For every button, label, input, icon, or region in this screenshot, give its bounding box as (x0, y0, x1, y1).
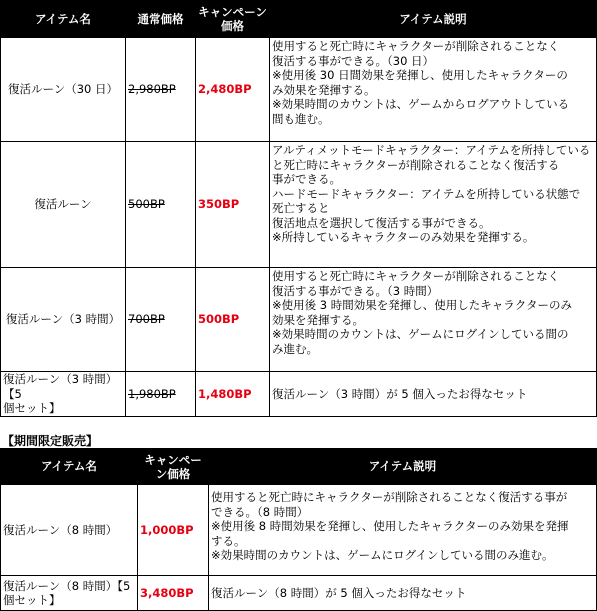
table-row (1, 268, 597, 372)
table-row (1, 142, 597, 268)
normal-price: 1,980BP (126, 372, 196, 417)
table-row (1, 485, 597, 576)
header-campaign-price: キャンペーン 価格 (196, 1, 270, 38)
campaign-price: 350BP (196, 142, 270, 268)
item-name: 復活ルーン（8 時間）【5 個セット】 (1, 576, 138, 611)
table-row (1, 576, 597, 611)
campaign-price: 3,480BP (138, 576, 209, 611)
item-description: 使用すると死亡時にキャラクターが削除されることなく 復活する事ができる。（30 日） ※使用後 30 日間効果を発揮し、使用したキャラクターの み効果を発揮する。 ※効果時間のカウントは、ゲームからログアウトしている 間も進む。 (270, 38, 597, 142)
table-row (1, 38, 597, 142)
item-description: 使用すると死亡時にキャラクターが削除されることなく復活する事が できる。（8 時間） ※使用後 8 時間効果を発揮し、使用したキャラクターのみ効果を発揮 する。 ※効果時間のカウントは、ゲームにログインしている間のみ進む。 (209, 485, 597, 576)
item-description: 復活ルーン（3 時間）が 5 個入ったお得なセット (270, 372, 597, 417)
item-name: 復活ルーン（8 時間） (1, 485, 138, 576)
section-heading: 【期間限定販売】 (2, 434, 99, 448)
header-item-name: アイテム名 (1, 449, 138, 485)
campaign-price: 1,000BP (138, 485, 209, 576)
header-description: アイテム説明 (209, 449, 597, 485)
header-campaign-price: キャンペー ン価格 (138, 449, 209, 485)
campaign-price: 2,480BP (196, 38, 270, 142)
header-item-name: アイテム名 (1, 1, 126, 38)
normal-price: 700BP (126, 268, 196, 372)
campaign-price: 500BP (196, 268, 270, 372)
item-name: 復活ルーン（30 日） (1, 38, 126, 142)
item-description: アルティメットモードキャラクター：アイテムを所持している と死亡時にキャラクターが削除されることなく復活する 事ができる。 ハードモードキャラクター：アイテムを所持している状態で 死亡すると 復活地点を選択して復活する事ができる。 ※所持しているキャラクターのみ効果を発揮する。 (270, 142, 597, 268)
limited-sale-table (0, 448, 597, 611)
item-description: 復活ルーン（8 時間）が 5 個入ったお得なセット (209, 576, 597, 611)
header-description: アイテム説明 (270, 1, 597, 38)
item-description: 使用すると死亡時にキャラクターが削除されることなく 復活する事ができる。（3 時間） ※使用後 3 時間効果を発揮し、使用したキャラクターのみ 効果を発揮する。 ※効果時間のカウントは、ゲームにログインしている間の み進む。 (270, 268, 597, 372)
normal-price: 2,980BP (126, 38, 196, 142)
item-name: 復活ルーン（3 時間）【5 個セット】 (1, 372, 126, 417)
item-name: 復活ルーン（3 時間） (1, 268, 126, 372)
table-header-row (1, 449, 597, 485)
normal-price: 500BP (126, 142, 196, 268)
item-name: 復活ルーン (1, 142, 126, 268)
table-row (1, 372, 597, 417)
campaign-price: 1,480BP (196, 372, 270, 417)
header-normal-price: 通常価格 (126, 1, 196, 38)
table-header-row (1, 1, 597, 38)
